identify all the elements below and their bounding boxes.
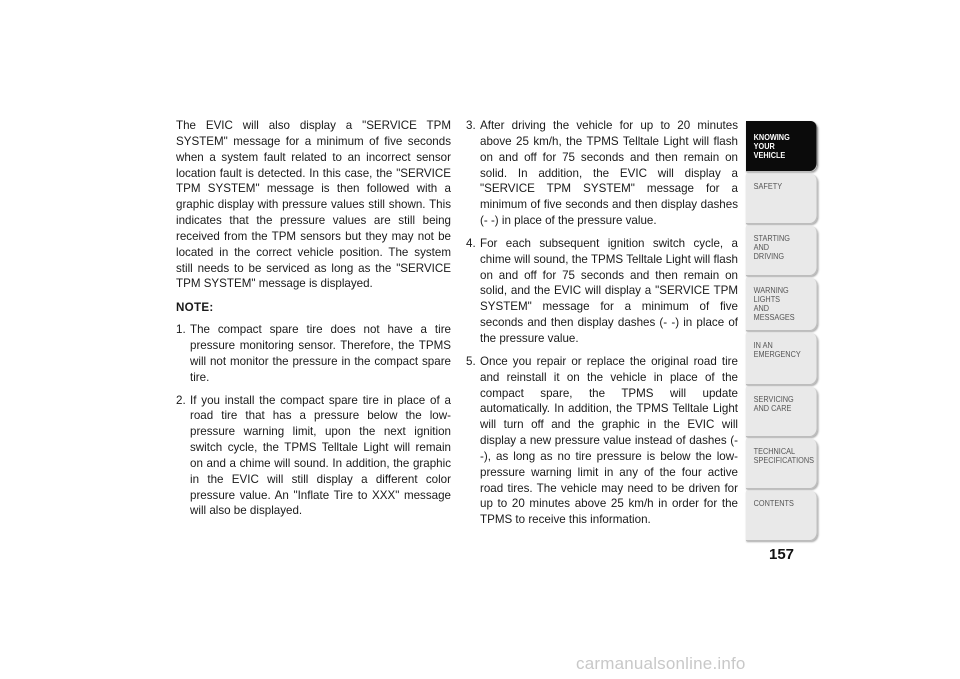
list-item [466, 354, 738, 528]
section-tabs [746, 121, 818, 543]
page-number: 157 [769, 546, 795, 563]
left-column [176, 118, 451, 526]
intro-paragraph: The EVIC will also display a "SERVICE TPM SYSTEM" message for a minimum of five seconds when a system fault related to an incorrect sensor location fault is detected. In this case, the "SERVICE TPM SYSTEM" message is then followed with a graphic display with pressure values still shown. This indicates that the pressure values are still being received from the TPM sensors but they may not be located in the correct vehicle position. The system still needs to be serviced as long as the "SERVICE TPM SYSTEM" message is displayed. [176, 119, 451, 291]
list-item [466, 118, 738, 229]
tab-in-an-emergency[interactable]: IN AN EMERGENCY [746, 333, 817, 385]
list-item-number: 4. [466, 236, 476, 250]
list-item [176, 393, 451, 520]
list-item [466, 236, 738, 347]
list-item [176, 322, 451, 385]
list-item-text: Once you repair or replace the original road tire and reinstall it on the vehicle in place of the compact spare, the TPMS will update automatically. In addition, the TPMS Telltale Light will turn off and the graphic in the EVIC will display a new pressure value instead of dashes (- -), as long as no tire pressure is below the low-pressure warning limit in any of the four active road tires. The vehicle may need to be driven for up to 20 minutes above 25 km/h in order for the TPMS to receive this information. [480, 354, 738, 527]
list-item-number: 2. [176, 393, 186, 407]
tab-starting-and-driving[interactable]: STARTING AND DRIVING [746, 226, 817, 276]
tab-contents[interactable]: CONTENTS [746, 491, 817, 541]
watermark-text: carmanualsonline.info [576, 654, 746, 673]
list-item-text: The compact spare tire does not have a tire pressure monitoring sensor. Therefore, the TPMS will not monitor the pressure in the compact spare tire. [190, 323, 451, 384]
tab-warning-lights-and-messages[interactable]: WARNING LIGHTS AND MESSAGES [746, 278, 817, 331]
right-column [466, 118, 738, 535]
list-item-number: 3. [466, 119, 476, 132]
tab-safety[interactable]: SAFETY [746, 174, 817, 224]
list-item-text: After driving the vehicle for up to 20 minutes above 25 km/h, the TPMS Telltale Light will flash on and off for 75 seconds and then remain on solid. In addition, the EVIC will display a "SERVICE TPM SYSTEM" message for a minimum of five seconds and then display dashes (- -) in place of the pressure value. [480, 119, 738, 228]
tab-technical-specifications[interactable]: TECHNICAL SPECIFICATIONS [746, 439, 817, 489]
note-heading: NOTE: [176, 301, 214, 315]
tab-knowing-your-vehicle[interactable]: KNOWING YOUR VEHICLE [746, 121, 817, 172]
list-item-number: 1. [176, 323, 186, 337]
tab-servicing-and-care[interactable]: SERVICING AND CARE [746, 387, 817, 437]
list-item-number: 5. [466, 354, 476, 368]
list-item-text: If you install the compact spare tire in place of a road tire that has a pressure below the low-pressure warning limit, upon the next ignition switch cycle, the TPMS Telltale Light will remain on and a chime will sound. In addition, the graphic in the EVIC will still display a different color pressure value. An "Inflate Tire to XXX" message will also be displayed. [190, 393, 451, 518]
list-item-text: For each subsequent ignition switch cycle, a chime will sound, the TPMS Telltale Light will flash on and off for 75 seconds and then remain on solid, and the EVIC will display a "SERVICE TPM SYSTEM" message for a minimum of five seconds and then display dashes (- -) in place of the pressure value. [480, 236, 738, 345]
